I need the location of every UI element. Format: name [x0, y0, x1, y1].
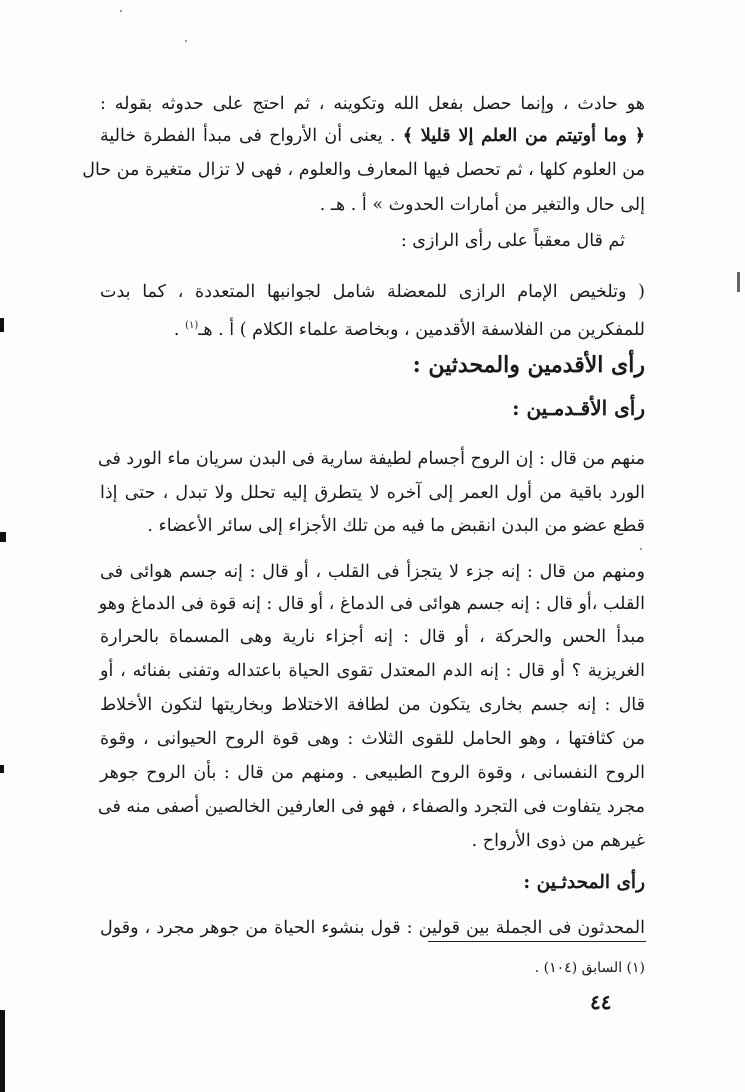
text-line-10: قطع عضو من البدن انقبض ما فيه من تلك الأجزاء إلى سائر الأعضاء .: [147, 516, 645, 536]
heading-moderns: رأى المحدثـين :: [523, 872, 645, 893]
binding-edge: [0, 1010, 5, 1092]
text-line-11: ومنهم من قال : إنه جزء لا يتجزأ فى القلب ، أو قال : إنه جسم هوائى فى: [100, 562, 645, 582]
footnote-divider: [428, 941, 646, 942]
text-line-2: [100, 124, 645, 148]
heading-ancients: رأى الأقـدمـين :: [512, 396, 645, 420]
text-line-3: من العلوم كلها ، ثم تحصل فيها المعارف والعلوم ، فهى لا تزال متغيرة من حال: [82, 160, 645, 180]
footnote: (١) السابق (١٠٤) .: [534, 960, 645, 976]
text-line-13: مبدأ الحس والحركة ، أو قال : إنه أجزاء نارية وهى المسماة بالحرارة: [100, 627, 645, 647]
text-line-6: ( وتلخيص الإمام الرازى للمعضلة شامل لجوانبها المتعددة ، كما بدت: [100, 282, 645, 302]
text-line-7-end: .: [173, 319, 186, 340]
text-line-19: غيرهم من ذوى الأرواح .: [471, 831, 645, 851]
text-line-20: المحدثون فى الجملة بين قولين : قول بنشوء الحياة من جوهر مجرد ، وقول: [100, 918, 645, 938]
text-line-5: ثم قال معقباً على رأى الرازى :: [400, 231, 625, 251]
text-line-9: الورد باقية من أول العمر إلى آخره لا يتطرق إليه تحلل ولا تبدل ، حتى إذا: [100, 483, 645, 503]
text-line-18: مجرد يتفاوت فى التجرد والصفاء ، فهو فى العارفين الخالصين أصفى منه فى: [97, 797, 645, 817]
scan-speck: [640, 548, 642, 550]
heading-main: رأى الأقدمين والمحدثين :: [412, 352, 645, 378]
text-line-4: إلى حال والتغير من أمارات الحدوث » أ . هـ .: [319, 195, 645, 215]
text-line-15: قال : إنه جسم بخارى يتكون من لطافة الاختلاط وبخاريتها لتكون الأخلاط: [100, 695, 645, 715]
text-line-8: منهم من قال : إن الروح أجسام لطيفة سارية فى البدن سريان ماء الورد فى: [97, 449, 645, 469]
scan-mark: [0, 532, 6, 542]
text-line-2-rest: . يعنى أن الأرواح فى مبدأ الفطرة خالية: [100, 126, 403, 146]
scan-speck: [185, 40, 187, 42]
text-line-16: من كثافتها ، وهو الحامل للقوى الثلاث : وهى قوة الروح الحيوانى ، وقوة: [100, 729, 645, 749]
quran-quote: ﴿ وما أوتيتم من العلم إلا قليلا ﴾: [402, 126, 646, 146]
text-line-12: القلب ،أو قال : إنه جسم هوائى فى الدماغ ، أو قال : إنه قوة فى الدماغ وهو: [98, 594, 645, 614]
scan-mark: [737, 272, 740, 292]
scan-mark: [0, 765, 4, 773]
scan-mark: [0, 318, 4, 332]
footnote-ref: (١): [185, 320, 199, 331]
text-line-1: هو حادث ، وإنما حصل بفعل الله وتكوينه ، ثم احتج على حدوثه بقوله :: [100, 94, 645, 114]
text-line-7: [174, 314, 645, 342]
text-line-14: الغريزية ؟ أو قال : إنه الدم المعتدل تقوى الحياة باعتداله وتفنى بفنائه ، أو: [100, 661, 645, 681]
scan-speck: [120, 10, 122, 12]
text-line-17: الروح النفسانى ، وقوة الروح الطبيعى . ومنهم من قال : بأن الروح جوهر: [100, 763, 645, 783]
text-line-7-text: للمفكرين من الفلاسفة الأقدمين ، وبخاصة علماء الكلام ) أ . هـ: [198, 319, 645, 340]
page-number: ٤٤: [590, 990, 612, 1014]
